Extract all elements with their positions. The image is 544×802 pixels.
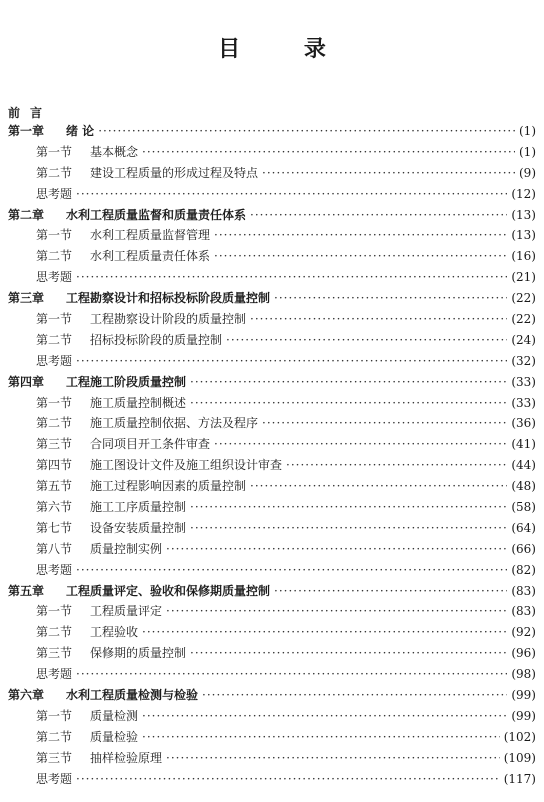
- toc-review-row[interactable]: [0, 560, 544, 581]
- toc-section-row[interactable]: [0, 539, 544, 560]
- toc-entry-number: 第四章: [8, 374, 45, 389]
- dot-leader: [190, 518, 507, 539]
- toc-page-number: (64): [511, 520, 536, 535]
- toc-entry-title: 基本概念: [90, 144, 139, 159]
- toc-entry-title: 水利工程质量检测与检验: [66, 688, 199, 703]
- toc-chapter-row[interactable]: [0, 685, 544, 706]
- dot-leader: [274, 288, 507, 309]
- toc-entry-number: 第五节: [36, 479, 73, 494]
- toc-entry-number: 第六节: [36, 500, 73, 515]
- toc-page-number: (92): [511, 625, 536, 640]
- toc-entry-number: 第二节: [36, 625, 73, 640]
- dot-leader: [76, 267, 507, 288]
- dot-leader: [142, 622, 507, 643]
- toc-page-number: (44): [511, 458, 536, 473]
- toc-entry-title: 思考题: [36, 270, 73, 285]
- toc-chapter-row[interactable]: [0, 121, 544, 142]
- dot-leader: [190, 497, 507, 518]
- toc-entry-number: 第一节: [36, 604, 73, 619]
- toc-entry-number: 第二章: [8, 207, 45, 222]
- toc-section-row[interactable]: [0, 309, 544, 330]
- dot-leader: [250, 309, 507, 330]
- toc-entry-title: 保修期的质量控制: [90, 646, 187, 661]
- toc-entry-title: 工程质量评定、验收和保修期质量控制: [66, 583, 271, 598]
- toc-entry-number: 第一节: [36, 228, 73, 243]
- toc-page-number: (21): [511, 270, 536, 285]
- dot-leader: [202, 685, 507, 706]
- toc-section-row[interactable]: [0, 643, 544, 664]
- toc-entry-title: 思考题: [36, 771, 73, 786]
- toc-page-number: (48): [511, 479, 536, 494]
- toc-entry-number: 第三节: [36, 437, 73, 452]
- toc-section-row[interactable]: [0, 246, 544, 267]
- toc-page-number: (16): [511, 249, 536, 264]
- toc-page-number: (22): [511, 312, 536, 327]
- page-title: 目 录: [218, 37, 354, 62]
- toc-entry-number: 第八节: [36, 541, 73, 556]
- toc-section-row[interactable]: [0, 163, 544, 184]
- toc-page-number: (12): [511, 186, 536, 201]
- toc-entry-title: 施工工序质量控制: [90, 500, 187, 515]
- dot-leader: [262, 413, 507, 434]
- toc-section-row[interactable]: [0, 518, 544, 539]
- dot-leader: [76, 664, 507, 685]
- toc-section-row[interactable]: [0, 497, 544, 518]
- toc-page-number: (9): [519, 165, 536, 180]
- toc-entry-number: 第一节: [36, 708, 73, 723]
- toc-page-number: (24): [511, 332, 536, 347]
- toc-review-row[interactable]: [0, 351, 544, 372]
- toc-entry-title: 抽样检验原理: [90, 750, 163, 765]
- toc-entry-number: 第二节: [36, 416, 73, 431]
- toc-section-row[interactable]: [0, 476, 544, 497]
- dot-leader: [214, 246, 507, 267]
- toc-entry-title: 思考题: [36, 353, 73, 368]
- toc-entry-title: 质量检测: [90, 708, 139, 723]
- dot-leader: [142, 706, 507, 727]
- toc-entry-number: 第一节: [36, 395, 73, 410]
- toc-entry-title: 绪 论: [66, 124, 95, 138]
- toc-entry-number: 第二节: [36, 729, 73, 744]
- toc-page-number: (98): [511, 667, 536, 682]
- dot-leader: [286, 455, 507, 476]
- toc-entry-number: 第二节: [36, 249, 73, 264]
- dot-leader: [274, 581, 507, 602]
- dot-leader: [76, 560, 507, 581]
- toc-entry-title: 工程勘察设计阶段的质量控制: [90, 312, 247, 327]
- toc-page-number: (99): [511, 708, 536, 723]
- toc-page-number: (117): [503, 771, 536, 786]
- dot-leader: [190, 393, 507, 414]
- toc-entry-title: 施工质量控制依据、方法及程序: [90, 416, 259, 431]
- toc-entry-title: 施工质量控制概述: [90, 395, 187, 410]
- toc-page-number: (58): [511, 500, 536, 515]
- toc-entry-number: 第一章: [8, 124, 45, 138]
- toc-entry-title: 建设工程质量的形成过程及特点: [90, 165, 259, 180]
- toc-page-number: (82): [511, 562, 536, 577]
- toc-page-number: (36): [511, 416, 536, 431]
- dot-leader: [76, 184, 507, 205]
- toc-entry-title: 质量检验: [90, 729, 139, 744]
- table-of-contents: [0, 121, 544, 790]
- toc-entry-number: 第三节: [36, 646, 73, 661]
- toc-entry-title: 工程勘察设计和招标投标阶段质量控制: [66, 291, 271, 306]
- toc-page-number: (32): [511, 353, 536, 368]
- toc-page-number: (83): [511, 583, 536, 598]
- toc-review-row[interactable]: [0, 267, 544, 288]
- dot-leader: [226, 330, 507, 351]
- dot-leader: [250, 205, 507, 226]
- dot-leader: [166, 748, 500, 769]
- toc-entry-title: 施工图设计文件及施工组织设计审查: [90, 458, 283, 473]
- toc-page-number: (66): [511, 541, 536, 556]
- dot-leader: [166, 539, 507, 560]
- toc-section-row[interactable]: [0, 706, 544, 727]
- toc-review-row[interactable]: [0, 184, 544, 205]
- toc-page-number: (83): [511, 604, 536, 619]
- dot-leader: [190, 643, 507, 664]
- toc-review-row[interactable]: [0, 769, 544, 790]
- toc-section-row[interactable]: [0, 393, 544, 414]
- toc-entry-title: 质量控制实例: [90, 541, 163, 556]
- toc-entry-title: 工程施工阶段质量控制: [66, 374, 187, 389]
- preface-entry[interactable]: 前言: [8, 106, 53, 120]
- toc-entry-number: 第一节: [36, 312, 73, 327]
- toc-entry-number: 第七节: [36, 520, 73, 535]
- toc-section-row[interactable]: [0, 330, 544, 351]
- toc-entry-title: 水利工程质量责任体系: [90, 249, 211, 264]
- toc-page-number: (13): [511, 207, 536, 222]
- toc-entry-title: 水利工程质量监督管理: [90, 228, 211, 243]
- dot-leader: [142, 142, 515, 163]
- dot-leader: [190, 372, 507, 393]
- toc-entry-number: 第三节: [36, 750, 73, 765]
- toc-entry-title: 工程验收: [90, 625, 139, 640]
- toc-section-row[interactable]: [0, 727, 544, 748]
- toc-entry-number: 第一节: [36, 144, 73, 159]
- toc-chapter-row[interactable]: [0, 288, 544, 309]
- dot-leader: [76, 769, 500, 790]
- toc-section-row[interactable]: [0, 601, 544, 622]
- toc-section-row[interactable]: [0, 413, 544, 434]
- toc-entry-title: 工程质量评定: [90, 604, 163, 619]
- dot-leader: [250, 476, 507, 497]
- toc-entry-title: 设备安装质量控制: [90, 520, 187, 535]
- toc-entry-title: 思考题: [36, 186, 73, 201]
- toc-entry-number: 第三章: [8, 291, 45, 306]
- toc-page-number: (109): [503, 750, 536, 765]
- toc-entry-title: 合同项目开工条件审查: [90, 437, 211, 452]
- toc-entry-number: 第二节: [36, 165, 73, 180]
- toc-page-number: (33): [511, 374, 536, 389]
- dot-leader: [76, 351, 507, 372]
- toc-entry-title: 水利工程质量监督和质量责任体系: [66, 207, 247, 222]
- toc-entry-number: 第五章: [8, 583, 45, 598]
- dot-leader: [98, 121, 515, 142]
- toc-entry-title: 施工过程影响因素的质量控制: [90, 479, 247, 494]
- toc-page-number: (1): [519, 124, 536, 138]
- toc-entry-title: 思考题: [36, 562, 73, 577]
- dot-leader: [262, 163, 515, 184]
- toc-entry-title: 招标投标阶段的质量控制: [90, 332, 223, 347]
- toc-page-number: (1): [519, 144, 536, 159]
- toc-page-number: (13): [511, 228, 536, 243]
- dot-leader: [142, 727, 500, 748]
- toc-page-number: (102): [503, 729, 536, 744]
- toc-section-row[interactable]: [0, 622, 544, 643]
- toc-chapter-row[interactable]: [0, 205, 544, 226]
- toc-section-row[interactable]: [0, 748, 544, 769]
- toc-chapter-row[interactable]: [0, 581, 544, 602]
- dot-leader: [214, 225, 507, 246]
- toc-page-number: (22): [511, 291, 536, 306]
- toc-section-row[interactable]: [0, 434, 544, 455]
- toc-section-row[interactable]: [0, 142, 544, 163]
- toc-entry-title: 思考题: [36, 667, 73, 682]
- toc-section-row[interactable]: [0, 225, 544, 246]
- toc-chapter-row[interactable]: [0, 372, 544, 393]
- toc-entry-number: 第二节: [36, 332, 73, 347]
- toc-section-row[interactable]: [0, 455, 544, 476]
- toc-page-number: (33): [511, 395, 536, 410]
- dot-leader: [214, 434, 507, 455]
- toc-entry-number: 第四节: [36, 458, 73, 473]
- toc-review-row[interactable]: [0, 664, 544, 685]
- toc-page-number: (99): [511, 688, 536, 703]
- dot-leader: [166, 601, 507, 622]
- toc-page-number: (41): [511, 437, 536, 452]
- toc-page-number: (96): [511, 646, 536, 661]
- toc-entry-number: 第六章: [8, 688, 45, 703]
